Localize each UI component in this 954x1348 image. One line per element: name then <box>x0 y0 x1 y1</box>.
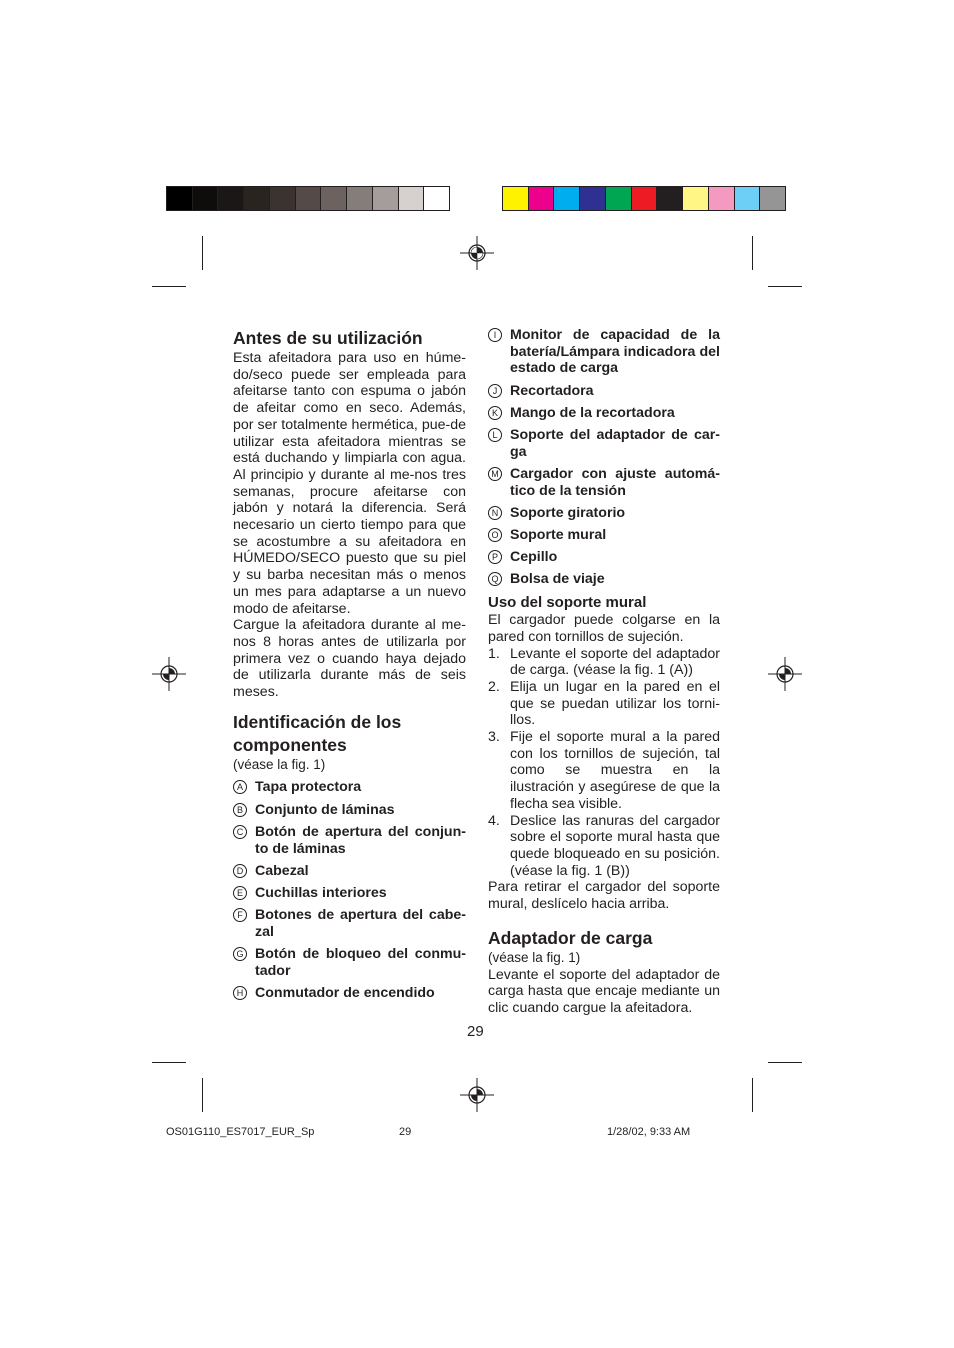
component-label: Botón de apertura del conjun-to de láminas <box>255 823 466 857</box>
paragraph-before-use-2: Cargue la afeitadora durante al me-nos 8 horas antes de utilizarla por primera vez o cuando haya dejado de utilizarla durante más de seis meses. <box>233 617 466 701</box>
circled-letter-icon: C <box>233 825 247 839</box>
circled-letter-icon: O <box>488 528 502 542</box>
component-item <box>488 327 720 377</box>
component-label: Mango de la recortadora <box>510 404 675 421</box>
component-item <box>233 802 466 819</box>
figure-reference: (véase la fig. 1) <box>233 756 326 772</box>
component-item <box>488 383 720 400</box>
component-label: Conmutador de encendido <box>255 985 435 1001</box>
figure-reference: (véase la fig. 1) <box>488 949 581 965</box>
component-label: Recortadora <box>510 382 594 399</box>
color-swatch <box>503 187 529 210</box>
color-swatch <box>296 187 322 210</box>
circled-letter-icon: H <box>233 986 247 1000</box>
crop-mark <box>752 1078 753 1112</box>
step-number: 3. <box>488 729 500 746</box>
component-label: Conjunto de láminas <box>255 801 395 818</box>
step-item <box>488 813 720 880</box>
registration-mark-icon <box>460 1078 494 1112</box>
step-item <box>488 679 720 729</box>
crop-mark <box>768 1062 802 1063</box>
paragraph-wall-mount: El cargador puede colgarse en la pared con tornillos de sujeción. <box>488 612 720 645</box>
circled-letter-icon: A <box>233 780 247 794</box>
circled-letter-icon: G <box>233 947 247 961</box>
component-item <box>488 427 720 460</box>
component-list <box>233 779 466 1001</box>
grayscale-color-bar <box>166 186 450 211</box>
crop-mark <box>152 286 186 287</box>
color-swatch <box>554 187 580 210</box>
component-label: Cuchillas interiores <box>255 884 387 901</box>
component-item <box>488 405 720 422</box>
registration-mark-icon <box>460 236 494 270</box>
color-swatch <box>321 187 347 210</box>
circled-letter-icon: K <box>488 406 502 420</box>
registration-mark-icon <box>768 657 802 691</box>
paragraph-charging-adapter: Levante el soporte del adaptador de carga hasta que encaje mediante un clic cuando cargue la afeitadora. <box>488 966 720 1016</box>
footer-timestamp: 1/28/02, 9:33 AM <box>607 1126 691 1138</box>
step-item <box>488 729 720 813</box>
component-item <box>233 946 466 979</box>
component-label: Cepillo <box>510 549 558 566</box>
color-swatch <box>580 187 606 210</box>
component-label: Soporte mural <box>510 527 607 544</box>
component-item <box>233 907 466 940</box>
color-swatch <box>424 187 449 210</box>
color-swatch <box>167 187 193 210</box>
component-item <box>233 779 466 796</box>
footer-filename: OS01G110_ES7017_EUR_Sp <box>166 1126 315 1138</box>
component-item <box>233 863 466 880</box>
component-label: Cargador con ajuste automá-tico de la tensión <box>510 465 720 499</box>
section-heading-charging-adapter: Adaptador de carga <box>488 927 653 948</box>
color-swatch <box>373 187 399 210</box>
section-heading-components: Identificación de los componentes <box>233 711 402 755</box>
step-text: Fije el soporte mural a la pared con los tornillos de sujeción, tal como se muestra en la ilustración y asegúrese de que la flecha sea visible. <box>510 729 720 812</box>
left-column <box>233 327 466 1007</box>
crop-mark <box>752 236 753 270</box>
color-swatch <box>683 187 709 210</box>
color-swatch <box>270 187 296 210</box>
section-heading-before-use: Antes de su utilización <box>233 328 423 348</box>
component-item <box>488 505 720 522</box>
step-item <box>488 646 720 679</box>
component-label: Soporte del adaptador de car-ga <box>510 427 720 460</box>
component-label: Botón de bloqueo del conmu-tador <box>255 946 466 979</box>
step-number: 4. <box>488 812 500 829</box>
paragraph-remove-charger: Para retirar el cargador del soporte mural, deslícelo hacia arriba. <box>488 879 720 913</box>
circled-letter-icon: N <box>488 506 502 520</box>
color-swatch <box>399 187 425 210</box>
footer-page: 29 <box>399 1126 412 1138</box>
crop-mark <box>768 286 802 287</box>
step-text: Elija un lugar en la pared en el que se puedan utilizar los torni-llos. <box>510 678 720 729</box>
right-column <box>488 327 720 1017</box>
registration-mark-icon <box>152 657 186 691</box>
component-label: Soporte giratorio <box>510 504 626 521</box>
circled-letter-icon: I <box>488 328 502 342</box>
color-swatch <box>632 187 658 210</box>
step-number: 2. <box>488 678 500 695</box>
circled-letter-icon: L <box>488 428 502 442</box>
component-list-continued <box>488 327 720 588</box>
process-color-bar <box>502 186 786 211</box>
wall-mount-steps <box>488 646 720 880</box>
circled-letter-icon: D <box>233 864 247 878</box>
circled-letter-icon: J <box>488 384 502 398</box>
component-label: Bolsa de viaje <box>510 571 605 588</box>
color-swatch <box>735 187 761 210</box>
color-swatch <box>529 187 555 210</box>
component-label: Cabezal <box>255 862 309 879</box>
component-label: Botones de apertura del cabe-zal <box>255 907 466 940</box>
step-number: 1. <box>488 645 500 662</box>
circled-letter-icon: Q <box>488 572 502 586</box>
component-item <box>488 549 720 566</box>
paragraph-before-use-1: Esta afeitadora para uso en húme-do/seco puede ser empleada para afeitarse tanto con espuma o jabón de afeitar como en seco. Además, por ser totalmente hermética, pue-de utilizar esta afeitadora mientras se está duchando y limpiarla con agua. Al principio y durante al me-nos tres semanas, procure afeitarse con jabón y notará la diferencia. Será necesario un cierto tiempo para que se acostumbre a su afeitadora en HÚMEDO/SECO puesto que su piel y su barba necesitan más o menos un mes para adaptarse a un nuevo modo de afeitarse. <box>233 350 466 617</box>
color-swatch <box>760 187 785 210</box>
color-swatch <box>347 187 373 210</box>
component-item <box>233 824 466 857</box>
component-label: Tapa protectora <box>255 779 362 796</box>
component-item <box>233 885 466 902</box>
page-number: 29 <box>467 1023 484 1040</box>
component-item <box>233 985 466 1002</box>
crop-mark <box>202 1078 203 1112</box>
crop-mark <box>152 1062 186 1063</box>
component-item <box>488 466 720 499</box>
color-swatch <box>244 187 270 210</box>
component-item <box>488 527 720 544</box>
color-swatch <box>193 187 219 210</box>
color-swatch <box>606 187 632 210</box>
circled-letter-icon: E <box>233 886 247 900</box>
step-text: Deslice las ranuras del cargador sobre el soporte mural hasta que quede bloqueado en su posición. (véase la fig. 1 (B)) <box>510 812 720 879</box>
section-heading-wall-mount: Uso del soporte mural <box>488 594 647 612</box>
component-item <box>488 571 720 588</box>
step-text: Levante el soporte del adaptador de carga. (véase la fig. 1 (A)) <box>510 645 720 679</box>
circled-letter-icon: B <box>233 803 247 817</box>
color-swatch <box>709 187 735 210</box>
color-swatch <box>657 187 683 210</box>
circled-letter-icon: M <box>488 467 502 481</box>
crop-mark <box>202 236 203 270</box>
circled-letter-icon: F <box>233 908 247 922</box>
circled-letter-icon: P <box>488 550 502 564</box>
color-swatch <box>218 187 244 210</box>
component-label: Monitor de capacidad de la batería/Lámpara indicadora del estado de carga <box>510 327 720 377</box>
